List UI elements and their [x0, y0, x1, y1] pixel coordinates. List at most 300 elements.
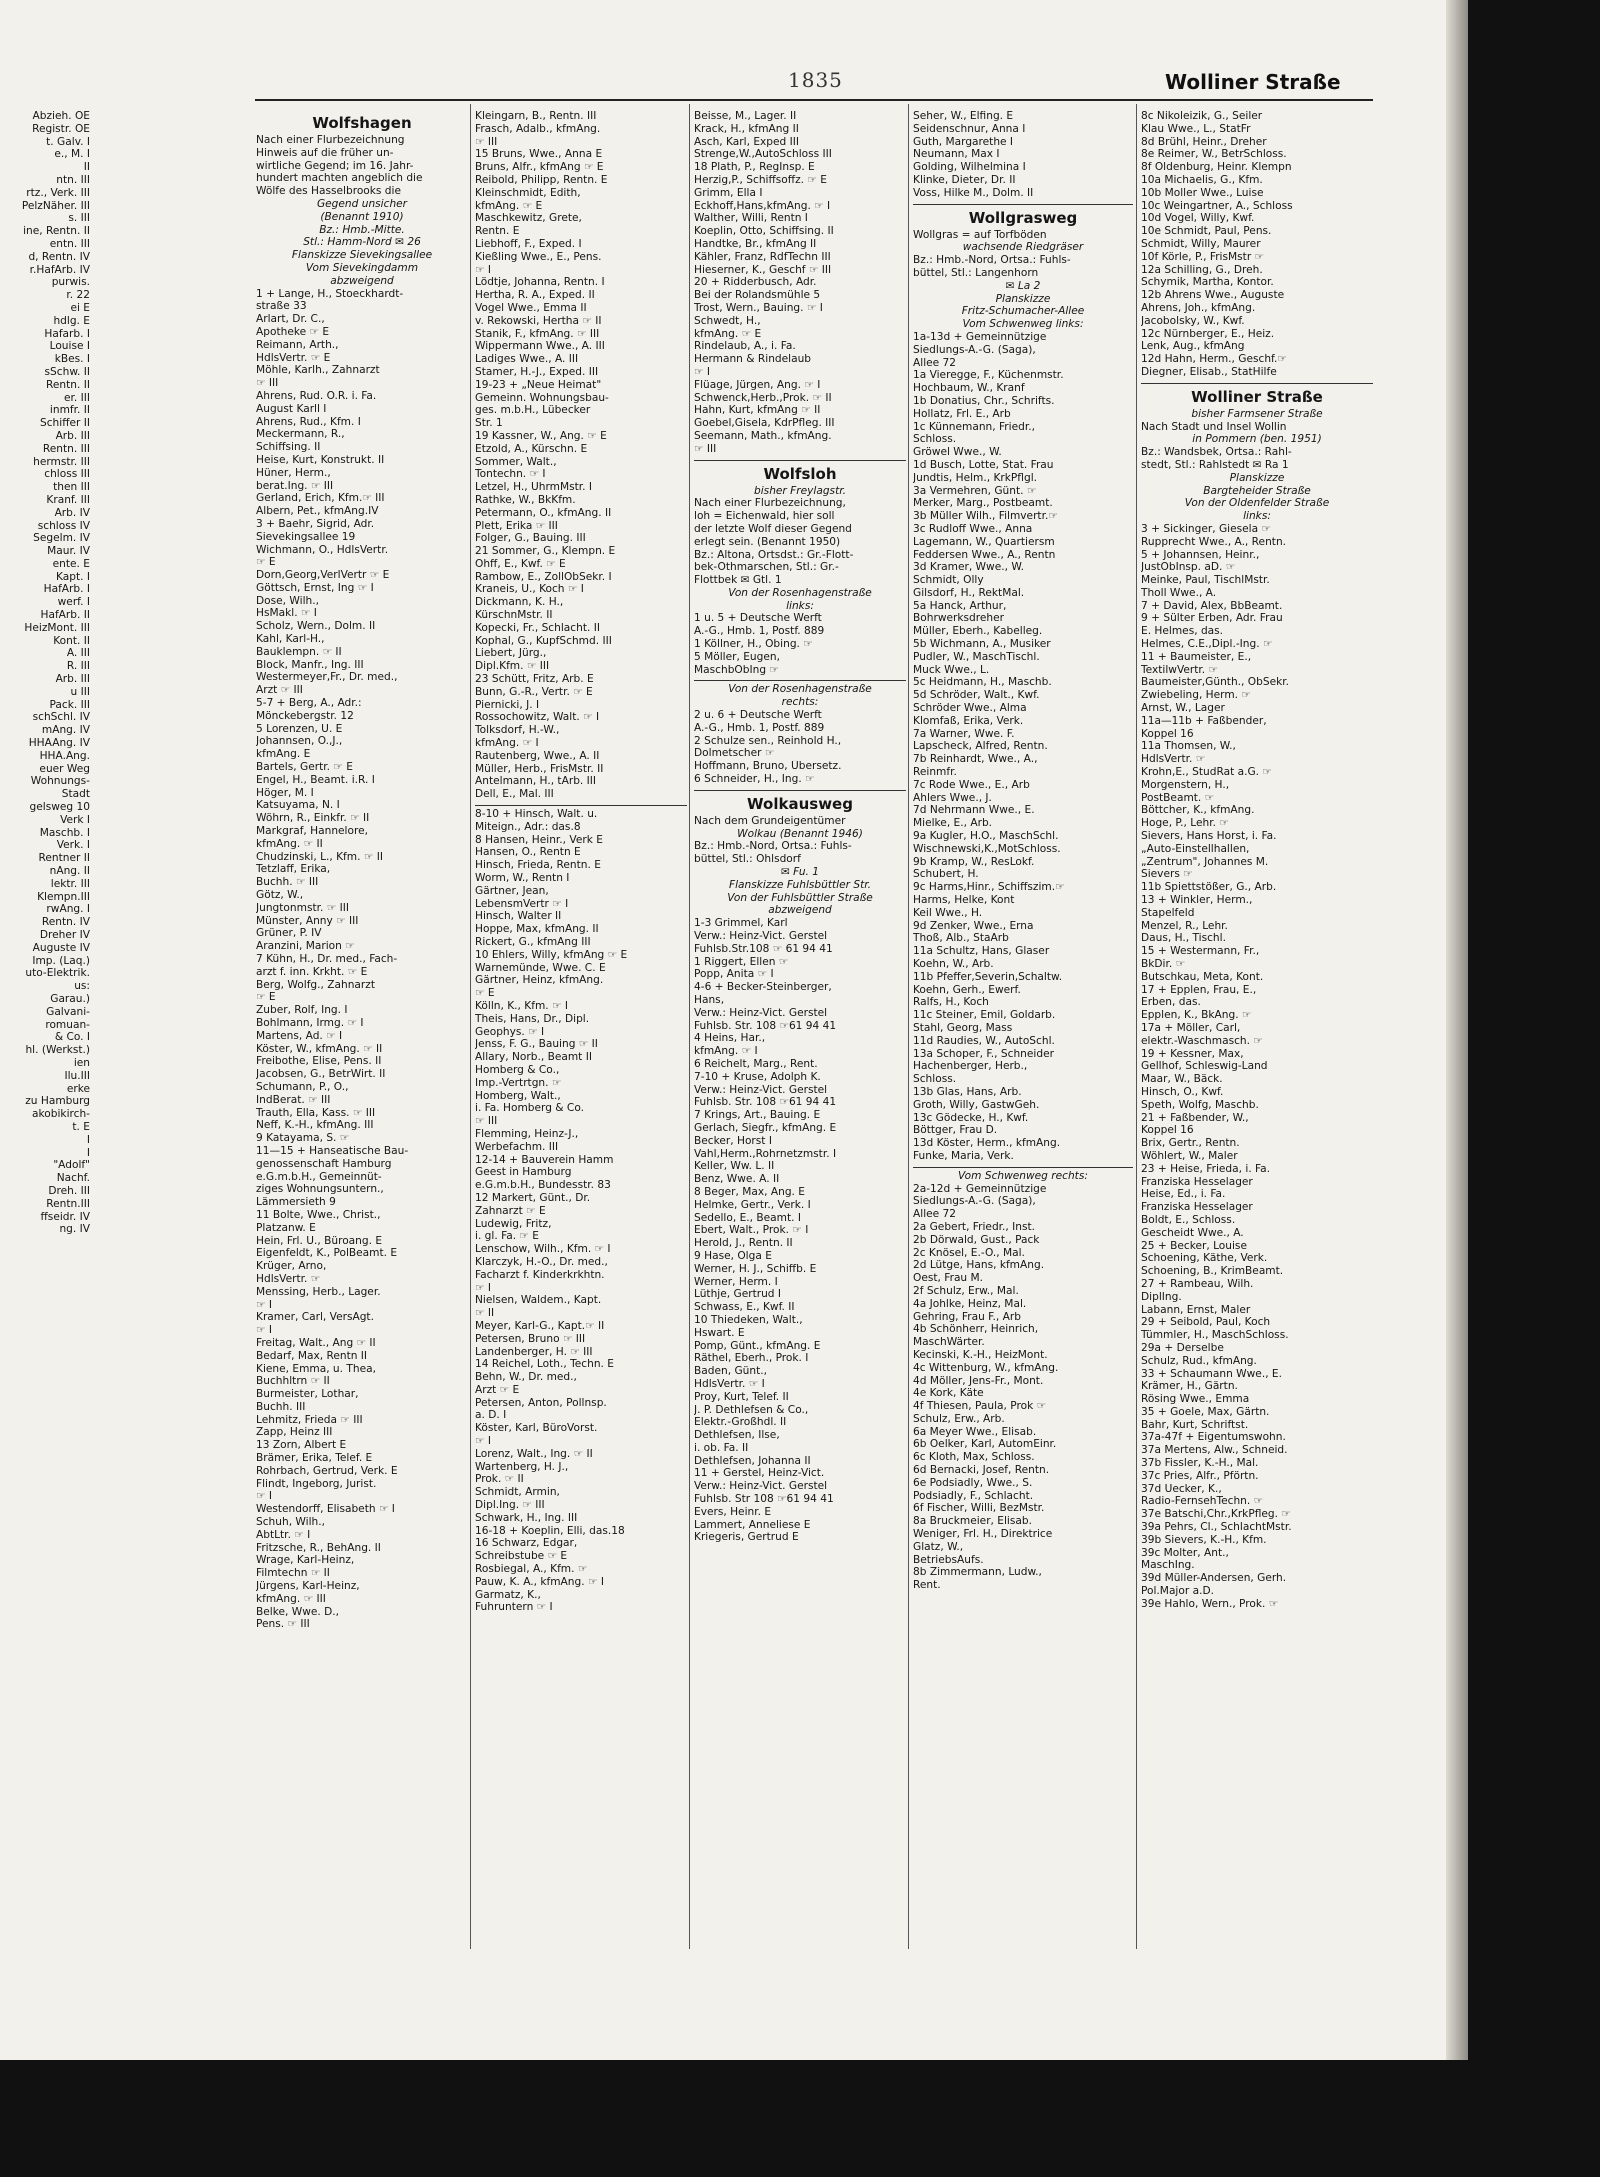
directory-entry: 17a + Möller, Carl,	[1141, 1021, 1241, 1034]
directory-entry: Bunn, G.-R., Vertr. ☞ E	[475, 685, 593, 698]
directory-entry: Zuber, Rolf, Ing. I	[256, 1004, 348, 1017]
directory-entry: 6e Podsiadly, Wwe., S.	[913, 1476, 1033, 1489]
directory-entry: Rohrbach, Gertrud, Verk. E	[256, 1464, 398, 1477]
directory-entry: Rambow, E., ZollObSekr. I	[475, 570, 612, 583]
directory-entry: 4c Wittenburg, W., kfmAng.	[913, 1361, 1059, 1374]
directory-entry: Freitag, Walt., Ang ☞ II	[256, 1336, 376, 1349]
directory-entry: 8a Bruckmeier, Elisab.	[913, 1515, 1032, 1528]
directory-entry: Hachenberger, Herb.,	[913, 1060, 1028, 1073]
directory-entry: Ahrens, Rud., Kfm. I	[256, 415, 361, 428]
directory-entry: Werbefachm. III	[475, 1140, 559, 1153]
directory-entry: elektr.-Waschmasch. ☞	[1141, 1034, 1263, 1047]
directory-entry: Bz.: Wandsbek, Ortsa.: Rahl-	[1141, 446, 1292, 459]
directory-entry: ☞ I	[475, 1281, 491, 1294]
directory-entry: Verw.: Heinz-Vict. Gerstel	[694, 1480, 828, 1493]
directory-entry: Göttsch, Ernst, Ing ☞ I	[256, 581, 374, 594]
directory-entry: 29a + Derselbe	[1141, 1341, 1224, 1354]
directory-entry: Arlart, Dr. C.,	[256, 313, 325, 326]
directory-entry: Rupprecht Wwe., A., Rentn.	[1141, 535, 1287, 548]
directory-entry: Behn, W., Dr. med.,	[475, 1371, 577, 1384]
fragment-entry: chloss III	[44, 468, 90, 481]
directory-entry: Dell, E., Mal. III	[475, 788, 554, 801]
directory-entry: Neff, K.-H., kfmAng. III	[256, 1119, 374, 1132]
directory-entry: Brix, Gertr., Rentn.	[1141, 1137, 1240, 1150]
directory-entry: 20 + Ridderbusch, Adr.	[694, 276, 817, 289]
directory-entry: Labann, Ernst, Maler	[1141, 1303, 1251, 1316]
directory-entry: Rentn. E	[475, 225, 520, 238]
directory-entry: Garmatz, K.,	[475, 1588, 541, 1601]
directory-entry: 5a Hanck, Arthur,	[913, 599, 1007, 612]
directory-entry: MaschWärter.	[913, 1336, 985, 1349]
directory-entry: 4 Heins, Har.,	[694, 1032, 766, 1045]
fragment-entry: romuan-	[45, 1018, 90, 1031]
directory-entry: loh = Eichenwald, hier soll	[694, 510, 835, 523]
directory-entry: Dethlefsen, Johanna II	[694, 1454, 811, 1467]
directory-entry: 16 Schwarz, Edgar,	[475, 1537, 578, 1550]
directory-entry: Liebhoff, F., Exped. I	[475, 237, 582, 250]
directory-entry: ☞ III	[475, 1115, 498, 1128]
directory-entry: 9 Hase, Olga E	[694, 1249, 772, 1262]
directory-entry: 12c Nürnberger, E., Heiz.	[1141, 327, 1275, 340]
fragment-entry: schloss IV	[37, 519, 90, 532]
directory-entry: Krüger, Arno,	[256, 1260, 327, 1273]
directory-entry: Hansen, O., Rentn E	[475, 846, 581, 859]
directory-entry: Bz.: Altona, Ortsdst.: Gr.-Flott-	[694, 548, 854, 561]
directory-entry: Oest, Frau M.	[913, 1272, 984, 1285]
directory-entry: kfmAng. ☞ II	[256, 837, 323, 850]
directory-entry: Schmidt, Olly	[913, 574, 984, 587]
directory-entry: 39c Molter, Ant.,	[1141, 1546, 1229, 1559]
directory-entry: Möhle, Karlh., Zahnarzt	[256, 364, 380, 377]
left-page-fragment-column	[0, 110, 92, 1945]
directory-entry: Jacobsen, G., BetrWirt. II	[256, 1068, 386, 1081]
directory-entry: Münster, Anny ☞ III	[256, 914, 359, 927]
directory-entry: HdlsVertr. ☞	[256, 1272, 321, 1285]
directory-entry: Höger, M. I	[256, 786, 314, 799]
fragment-entry: I	[86, 1133, 90, 1146]
fragment-entry: hermstr. III	[33, 455, 90, 468]
directory-entry: Schubert, H.	[913, 868, 979, 881]
directory-entry: Freibothe, Elise, Pens. II	[256, 1055, 382, 1068]
directory-entry: Helmke, Gertr., Verk. I	[694, 1198, 811, 1211]
fragment-entry: II	[83, 161, 90, 174]
directory-entry: 15 Bruns, Wwe., Anna E	[475, 148, 603, 161]
fragment-entry: akobikirch-	[32, 1108, 90, 1121]
directory-entry: Schreibstube ☞ E	[475, 1550, 568, 1563]
directory-entry: Flüage, Jürgen, Ang. ☞ I	[694, 378, 821, 391]
directory-entry: 10a Michaelis, G., Kfm.	[1141, 173, 1263, 186]
column-5	[1141, 110, 1373, 1945]
directory-entry: Glatz, W.,	[913, 1540, 964, 1553]
directory-entry: 23 + Heise, Frieda, i. Fa.	[1141, 1162, 1271, 1175]
directory-entry: 13d Köster, Herm., kfmAng.	[913, 1137, 1061, 1150]
directory-entry: MaschbObIng ☞	[694, 663, 779, 676]
directory-entry: Weniger, Frl. H., Direktrice	[913, 1528, 1053, 1541]
directory-entry: e.G.m.b.H., Gemeinnüt-	[256, 1170, 382, 1183]
directory-entry: 4-6 + Becker-Steinberger,	[694, 981, 832, 994]
fragment-entry: HafArb. I	[43, 583, 90, 596]
directory-entry: Bauklempn. ☞ II	[256, 645, 342, 658]
directory-entry: „Zentrum", Johannes M.	[1141, 855, 1269, 868]
fragment-entry: ng. IV	[59, 1223, 90, 1236]
fragment-entry: nAng. II	[49, 865, 90, 878]
fragment-entry: r.HafArb. IV	[29, 263, 90, 276]
fragment-entry: schSchl. IV	[32, 711, 90, 724]
directory-entry: 1 Köllner, H., Obing. ☞	[694, 638, 813, 651]
directory-entry: Speth, Wolfg, Maschb.	[1141, 1098, 1259, 1111]
directory-entry: Schmidt, Willy, Maurer	[1141, 237, 1261, 250]
directory-entry: Homberg, Walt.,	[475, 1089, 561, 1102]
fragment-entry: PelzNäher. III	[21, 199, 90, 212]
directory-entry: Reibold, Philipp, Rentn. E	[475, 173, 608, 186]
directory-entry: Klinke, Dieter, Dr. II	[913, 173, 1016, 186]
directory-entry: 39a Pehrs, Cl., SchlachtMstr.	[1141, 1521, 1292, 1534]
directory-entry: 17 + Epplen, Frau, E.,	[1141, 983, 1257, 996]
directory-entry: Folger, G., Bauing. III	[475, 532, 586, 545]
street-note: links:	[1243, 510, 1271, 523]
street-note: bisher Freylagstr.	[754, 484, 846, 497]
directory-entry: JustObInsp. aD. ☞	[1141, 561, 1236, 574]
directory-entry: Schmidt, Armin,	[475, 1486, 560, 1499]
directory-entry: Thoß, Alb., StaArb	[913, 932, 1009, 945]
fragment-entry: HafArb. II	[40, 609, 90, 622]
fragment-entry: s. III	[68, 212, 90, 225]
fragment-entry: ei E	[70, 301, 90, 314]
directory-entry: Str. 1	[475, 417, 503, 430]
directory-entry: Arzt ☞ III	[256, 684, 303, 697]
directory-entry: Franziska Hesselager	[1141, 1201, 1253, 1214]
fragment-entry: e., M. I	[54, 148, 90, 161]
directory-entry: Lorenz, Walt., Ing. ☞ II	[475, 1447, 593, 1460]
directory-entry: Werner, Herm. I	[694, 1275, 778, 1288]
fragment-entry: er. III	[63, 391, 90, 404]
directory-entry: Guth, Margarethe I	[913, 135, 1014, 148]
section-rule	[913, 1167, 1133, 1168]
directory-entry: i. ob. Fa. II	[694, 1441, 749, 1454]
street-heading: Wollgrasweg	[968, 208, 1078, 227]
directory-entry: Mielke, E., Arb.	[913, 817, 993, 830]
directory-entry: Mönckebergstr. 12	[256, 709, 354, 722]
directory-entry: 39e Hahlo, Wern., Prok. ☞	[1141, 1597, 1279, 1610]
directory-entry: Fuhlsb. Str. 108 ☞61 94 41	[694, 1096, 837, 1109]
directory-entry: Dethlefsen, Ilse,	[694, 1429, 780, 1442]
fragment-entry: I	[86, 1146, 90, 1159]
directory-entry: Liebert, Jürg.,	[475, 647, 547, 660]
directory-entry: 37b Fissler, K.-H., Mal.	[1141, 1457, 1259, 1470]
directory-entry: AbtLtr. ☞ I	[256, 1528, 311, 1541]
fragment-entry: R. III	[66, 660, 90, 673]
directory-entry: Hermann & Rindelaub	[694, 353, 812, 366]
directory-entry: 5 + Johannsen, Heinr.,	[1141, 548, 1260, 561]
directory-entry: Geophys. ☞ I	[475, 1025, 545, 1038]
directory-entry: Arnst, W., Lager	[1141, 702, 1225, 715]
directory-entry: ☞ I	[256, 1324, 272, 1337]
directory-entry: Schloss.	[913, 1073, 957, 1086]
directory-entry: Jürgens, Karl-Heinz,	[256, 1580, 360, 1593]
directory-entry: der letzte Wolf dieser Gegend	[694, 522, 852, 535]
fragment-entry: gelsweg 10	[29, 801, 90, 814]
directory-entry: Ahrens, Joh., kfmAng.	[1141, 301, 1256, 314]
directory-entry: Hinsch, O., Kwf.	[1141, 1085, 1224, 1098]
directory-entry: 6a Meyer Wwe., Elisab.	[913, 1425, 1037, 1438]
fragment-entry: euer Weg	[39, 762, 90, 775]
directory-entry: PostBeamt. ☞	[1141, 791, 1215, 804]
directory-entry: 19 Kassner, W., Ang. ☞ E	[475, 429, 607, 442]
directory-entry: Rösing Wwe., Emma	[1141, 1393, 1250, 1406]
directory-entry: Menzel, R., Lehr.	[1141, 919, 1228, 932]
directory-entry: 12 Markert, Günt., Dr.	[475, 1191, 591, 1204]
directory-entry: Stapelfeld	[1141, 906, 1195, 919]
directory-entry: Tholl Wwe., A.	[1141, 586, 1217, 599]
directory-entry: kfmAng. ☞ III	[256, 1592, 326, 1605]
directory-entry: Böttger, Frau D.	[913, 1124, 998, 1137]
fragment-entry: ffseidr. IV	[40, 1210, 90, 1223]
fragment-entry: u III	[70, 685, 90, 698]
directory-entry: Kiene, Emma, u. Thea,	[256, 1362, 376, 1375]
column-1	[256, 110, 468, 1945]
directory-entry: Letzel, H., UhrmMstr. I	[475, 481, 593, 494]
directory-entry: kfmAng. ☞ E	[475, 199, 543, 212]
directory-entry: Goebel,Gisela, KdrPfleg. III	[694, 417, 835, 430]
directory-entry: BkDir. ☞	[1141, 958, 1186, 970]
directory-entry: Worm, W., Rentn I	[475, 872, 570, 885]
directory-entry: Hollatz, Frl. E., Arb	[913, 407, 1011, 420]
directory-entry: Lüthje, Gertrud I	[694, 1288, 782, 1301]
directory-entry: Block, Manfr., Ing. III	[256, 658, 364, 671]
directory-entry: Menssing, Herb., Lager.	[256, 1285, 381, 1298]
directory-entry: 15 + Westermann, Fr.,	[1141, 945, 1260, 958]
section-rule	[913, 204, 1133, 205]
directory-entry: 11c Steiner, Emil, Goldarb.	[913, 1009, 1056, 1022]
directory-entry: Handtke, Br., kfmAng II	[694, 237, 817, 250]
fragment-entry: t. E	[72, 1120, 90, 1133]
directory-entry: Klau Wwe., L., StatFr	[1141, 122, 1251, 135]
directory-entry: Hein, Frl. U., Büroang. E	[256, 1234, 383, 1247]
directory-entry: Martens, Ad. ☞ I	[256, 1029, 343, 1042]
directory-entry: Gescheidt Wwe., A.	[1141, 1226, 1244, 1239]
street-note: (Benannt 1910)	[320, 210, 404, 223]
directory-entry: Piernicki, J. I	[475, 698, 540, 711]
directory-entry: 11a—11b + Faßbender,	[1141, 714, 1267, 727]
directory-entry: Gröwel Wwe., W.	[913, 446, 1002, 459]
fragment-entry: zu Hamburg	[25, 1095, 90, 1108]
fragment-entry: Verk I	[60, 813, 90, 826]
directory-entry: Schuh, Wilh.,	[256, 1516, 326, 1529]
directory-entry: Meckermann, R.,	[256, 428, 345, 441]
directory-entry: Bohrwerksdreher	[913, 612, 1004, 625]
directory-entry: Rent.	[913, 1579, 941, 1592]
directory-entry: Schoening, B., KrimBeamt.	[1141, 1265, 1284, 1278]
directory-entry: Geest in Hamburg	[475, 1166, 572, 1179]
directory-entry: Schwenck,Herb.,Prok. ☞ II	[694, 391, 832, 404]
directory-entry: Wichmann, O., HdlsVertr.	[256, 543, 389, 556]
fragment-entry: entn. III	[49, 237, 90, 250]
header-rule	[255, 99, 1373, 101]
directory-entry: J. P. Dethlefsen & Co.,	[694, 1403, 809, 1416]
directory-entry: 6 Reichelt, Marg., Rent.	[694, 1057, 818, 1070]
fragment-entry: Auguste IV	[32, 941, 90, 954]
directory-entry: 3d Kramer, Wwe., W.	[913, 561, 1024, 574]
directory-entry: 4b Schönherr, Heinrich,	[913, 1323, 1039, 1336]
fragment-entry: Rentn.III	[46, 1197, 90, 1210]
directory-entry: 37c Pries, Alfr., Pförtn.	[1141, 1469, 1259, 1482]
directory-entry: Daus, H., Tischl.	[1141, 932, 1226, 945]
fragment-entry: HeizMont. III	[24, 621, 90, 634]
street-note: rechts:	[781, 696, 819, 709]
street-note: Von der Fuhlsbüttler Straße	[727, 891, 873, 904]
directory-entry: 21 Sommer, G., Klempn. E	[475, 545, 616, 558]
directory-entry: Fuhlsb.Str.108 ☞ 61 94 41	[694, 942, 833, 955]
directory-entry: Kophal, G., KupfSchmd. III	[475, 634, 612, 647]
directory-entry: Radio-FernsehTechn. ☞	[1141, 1495, 1264, 1508]
fragment-entry: & Co. I	[54, 1031, 90, 1044]
directory-entry: 11d Raudies, W., AutoSchl.	[913, 1034, 1055, 1047]
directory-entry: Buchh. ☞ III	[256, 876, 319, 889]
directory-entry: hundert machten angeblich die	[256, 172, 423, 185]
directory-entry: Reimann, Arth.,	[256, 338, 339, 351]
directory-entry: Nach dem Grundeigentümer	[694, 814, 846, 827]
directory-entry: „Auto-Einstellhallen,	[1141, 842, 1250, 855]
directory-entry: straße 33	[256, 300, 307, 313]
directory-entry: e.G.m.b.H., Bundesstr. 83	[475, 1179, 611, 1192]
section-rule	[475, 805, 687, 806]
directory-entry: Baumeister,Günth., ObSekr.	[1141, 676, 1289, 689]
directory-entry: 6c Kloth, Max, Schloss.	[913, 1451, 1035, 1464]
directory-entry: 1b Donatius, Chr., Schrifts.	[913, 394, 1055, 407]
directory-entry: Voss, Hilke M., Dolm. II	[913, 186, 1034, 199]
section-rule	[694, 680, 906, 681]
directory-entry: Tümmler, H., MaschSchloss.	[1141, 1329, 1289, 1342]
directory-entry: Hochbaum, W., Kranf	[913, 382, 1025, 395]
fragment-entry: Pack. III	[49, 698, 90, 711]
directory-entry: Ohff, E., Kwf. ☞ E	[475, 557, 566, 570]
section-rule	[694, 460, 906, 461]
directory-entry: 11a Thomsen, W.,	[1141, 740, 1236, 753]
directory-entry: Platzanw. E	[256, 1221, 316, 1234]
directory-entry: Klarczyk, H.-O., Dr. med.,	[475, 1255, 608, 1268]
directory-entry: Ahlers Wwe., J.	[913, 791, 992, 804]
fragment-entry: Hafarb. I	[44, 327, 90, 340]
directory-entry: Jenss, F. G., Bauing ☞ II	[475, 1038, 598, 1051]
directory-entry: Keller, Ww. L. II	[694, 1160, 775, 1173]
directory-entry: Fuhlsb. Str 108 ☞61 94 41	[694, 1493, 834, 1506]
fragment-entry: "Adolf"	[53, 1159, 90, 1172]
directory-entry: Fritzsche, R., BehAng. II	[256, 1541, 381, 1554]
fragment-entry: Rentn. III	[42, 442, 90, 455]
directory-entry: 11 + Gerstel, Heinz-Vict.	[694, 1467, 825, 1480]
directory-entry: ☞ I	[256, 1298, 272, 1311]
directory-entry: Engel, H., Beamt. i.R. I	[256, 773, 375, 786]
directory-entry: Diegner, Elisab., StatHilfe	[1141, 365, 1277, 378]
directory-entry: Buchh. III	[256, 1400, 306, 1413]
directory-entry: Hertha, R. A., Exped. II	[475, 289, 595, 302]
directory-entry: kfmAng. ☞ I	[475, 737, 539, 750]
directory-entry: Petermann, O., kfmAng. II	[475, 506, 612, 519]
directory-entry: Lehmitz, Frieda ☞ III	[256, 1413, 363, 1426]
directory-entry: arzt f. inn. Krkht. ☞ E	[256, 965, 368, 978]
fragment-entry: HHA.Ang.	[39, 749, 90, 762]
fragment-entry: erke	[66, 1082, 90, 1095]
directory-entry: Rindelaub, A., i. Fa.	[694, 340, 796, 353]
fragment-entry: Kapt. I	[56, 570, 90, 583]
directory-entry: 1d Busch, Lotte, Stat. Frau	[913, 458, 1054, 471]
directory-entry: Chudzinski, L., Kfm. ☞ II	[256, 850, 383, 863]
directory-entry: Bahr, Kurt, Schriftst.	[1141, 1418, 1249, 1431]
directory-entry: 5d Schröder, Walt., Kwf.	[913, 689, 1040, 702]
directory-entry: Sievers ☞	[1141, 868, 1193, 881]
directory-entry: Hans,	[694, 994, 725, 1006]
column-divider	[1136, 104, 1137, 1949]
directory-entry: Eckhoff,Hans,kfmAng. ☞ I	[694, 199, 831, 212]
directory-entry: Schiffsing. II	[256, 441, 321, 454]
fragment-entry: Abzieh. OE	[32, 110, 90, 122]
directory-entry: 6 Schneider, H., Ing. ☞	[694, 773, 815, 786]
directory-entry: 37e Batschi,Chr.,KrkPfleg. ☞	[1141, 1508, 1291, 1521]
directory-entry: Kraneis, U., Koch ☞ I	[475, 583, 584, 596]
directory-entry: 3 + Baehr, Sigrid, Adr.	[256, 517, 375, 530]
directory-entry: ☞ I	[256, 1490, 272, 1503]
directory-entry: 13a Schoper, F., Schneider	[913, 1047, 1054, 1060]
directory-entry: 10 Thiedeken, Walt.,	[694, 1313, 803, 1326]
directory-entry: Hieserner, K., Geschf ☞ III	[694, 263, 832, 276]
fragment-entry: Registr. OE	[32, 122, 90, 135]
directory-entry: Flindt, Ingeborg, Jurist.	[256, 1477, 377, 1490]
directory-entry: berat.Ing. ☞ III	[256, 479, 334, 492]
directory-entry: Lagemann, W., Quartiersm	[913, 535, 1055, 548]
directory-entry: A.-G., Hmb. 1, Postf. 889	[694, 721, 825, 734]
directory-entry: Schwark, H., Ing. III	[475, 1511, 578, 1524]
street-note: abzweigend	[330, 274, 394, 287]
directory-entry: 8f Oldenburg, Heinr. Klempn	[1141, 161, 1292, 174]
directory-entry: Golding, Wilhelmina I	[913, 161, 1026, 174]
directory-entry: 12-14 + Bauverein Hamm	[475, 1153, 614, 1166]
street-note: Stl.: Hamm-Nord ✉ 26	[303, 236, 421, 249]
directory-entry: Walther, Willi, Rentn I	[694, 212, 808, 225]
directory-entry: 8d Brühl, Heinr., Dreher	[1141, 135, 1267, 148]
directory-entry: Vogel Wwe., Emma II	[475, 301, 587, 314]
directory-entry: Miteign., Adr.: das.8	[475, 820, 581, 833]
directory-entry: Verw.: Heinz-Vict. Gerstel	[694, 1006, 828, 1019]
street-heading: Wolkausweg	[747, 794, 853, 813]
directory-entry: Dipl.Ing. ☞ III	[475, 1499, 545, 1512]
directory-entry: 29 + Seibold, Paul, Koch	[1141, 1316, 1271, 1329]
directory-entry: Warnemünde, Wwe. C. E	[475, 961, 606, 974]
directory-entry: Wölfe des Hasselbrooks die	[256, 185, 401, 198]
fragment-entry: werf. I	[57, 596, 90, 609]
directory-entry: Arzt ☞ E	[475, 1383, 520, 1396]
directory-entry: Gärtner, Jean,	[475, 884, 549, 897]
directory-entry: Bohlmann, Irmg. ☞ I	[256, 1016, 364, 1029]
directory-entry: Hinsch, Frieda, Rentn. E	[475, 859, 601, 872]
fragment-entry: ntn. III	[56, 173, 90, 186]
directory-entry: Schulz, Rud., kfmAng.	[1141, 1354, 1257, 1367]
directory-entry: Schumann, P., O.,	[256, 1080, 349, 1093]
directory-entry: KürschnMstr. II	[475, 609, 553, 622]
column-divider	[470, 104, 471, 1949]
directory-entry: 23 Schütt, Fritz, Arb. E	[475, 673, 594, 686]
directory-entry: 9b Kramp, W., ResLokf.	[913, 855, 1035, 868]
directory-entry: Groth, Willy, GastwGeh.	[913, 1098, 1040, 1111]
directory-entry: 7c Rode Wwe., E., Arb	[913, 778, 1030, 791]
directory-entry: Werner, H. J., Schiffb. E	[694, 1262, 817, 1275]
directory-entry: 2 u. 6 + Deutsche Werft	[694, 709, 822, 722]
directory-entry: Gilsdorf, H., RektMal.	[913, 586, 1025, 599]
directory-entry: Boldt, E., Schloss.	[1141, 1213, 1236, 1226]
directory-entry: HdlsVertr. ☞	[1141, 753, 1206, 766]
fragment-entry: Galvani-	[46, 1005, 90, 1018]
directory-entry: ☞ II	[475, 1307, 495, 1320]
directory-entry: stedt, Stl.: Rahlstedt ✉ Ra 1	[1141, 458, 1289, 471]
